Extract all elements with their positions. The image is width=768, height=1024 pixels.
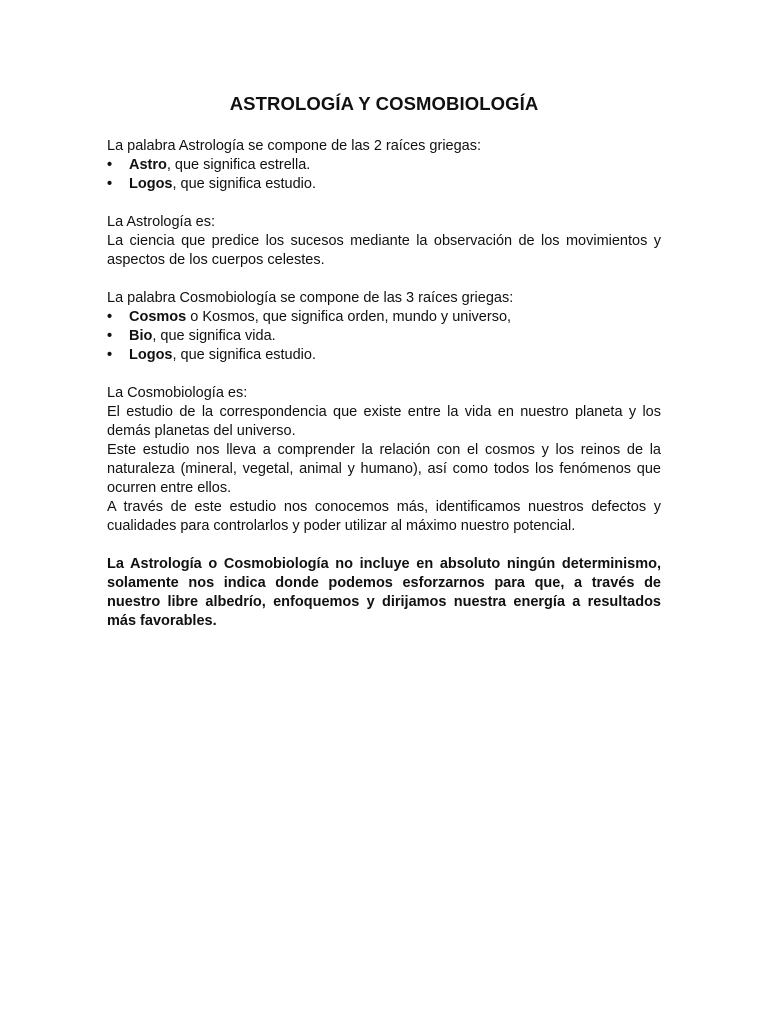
bullet-icon: • — [107, 347, 113, 363]
root-meaning: , que significa vida. — [152, 328, 276, 344]
list-item — [107, 156, 661, 175]
bullet-icon: • — [107, 328, 113, 344]
paragraph-spacer — [107, 270, 661, 289]
cosmobiology-roots-list — [107, 308, 661, 365]
bullet-icon: • — [107, 176, 113, 192]
cosmobiology-definition-p3: A través de este estudio nos conocemos más, identificamos nuestros defectos y cualidades para controlarlos y poder utilizar al máximo nuestro potencial. — [107, 499, 661, 534]
bullet-icon: • — [107, 157, 113, 173]
root-meaning: o Kosmos, que significa orden, mundo y universo, — [186, 309, 512, 325]
list-item — [107, 327, 661, 346]
document-page — [107, 92, 661, 631]
bullet-icon: • — [107, 309, 113, 325]
list-item — [107, 308, 661, 327]
list-item — [107, 346, 661, 365]
conclusion-paragraph: La Astrología o Cosmobiología no incluye en absoluto ningún determinismo, solamente nos indica donde podemos esforzarnos para que, a través de nuestro libre albedrío, enfoquemos y dirijamos nuestra energía a resultados más favorables. — [107, 556, 661, 629]
cosmobiology-definition-p1: El estudio de la correspondencia que existe entre la vida en nuestro planeta y los demás planetas del universo. — [107, 404, 661, 439]
root-meaning: , que significa estudio. — [172, 176, 316, 192]
root-term: Logos — [129, 347, 173, 363]
root-term: Logos — [129, 176, 173, 192]
paragraph-spacer — [107, 194, 661, 213]
cosmobiology-definition-p2: Este estudio nos lleva a comprender la relación con el cosmos y los reinos de la naturaleza (mineral, vegetal, animal y humano), así como todos los fenómenos que ocurren entre ellos. — [107, 442, 661, 496]
paragraph-spacer — [107, 536, 661, 555]
root-meaning: , que significa estudio. — [172, 347, 316, 363]
root-meaning: , que significa estrella. — [166, 157, 311, 173]
astrology-roots-intro: La palabra Astrología se compone de las 2 raíces griegas: — [107, 138, 482, 154]
astrology-roots-list — [107, 156, 661, 194]
root-term: Bio — [129, 328, 153, 344]
cosmobiology-definition-heading: La Cosmobiología es: — [107, 385, 248, 401]
document-title: ASTROLOGÍA Y COSMOBIOLOGÍA — [229, 93, 539, 114]
root-term: Cosmos — [129, 309, 187, 325]
list-item — [107, 175, 661, 194]
astrology-definition-body: La ciencia que predice los sucesos mediante la observación de los movimientos y aspectos de los cuerpos celestes. — [107, 233, 661, 268]
astrology-definition-heading: La Astrología es: — [107, 214, 216, 230]
root-term: Astro — [129, 157, 167, 173]
paragraph-spacer — [107, 365, 661, 384]
cosmobiology-roots-intro: La palabra Cosmobiología se compone de las 3 raíces griegas: — [107, 290, 514, 306]
